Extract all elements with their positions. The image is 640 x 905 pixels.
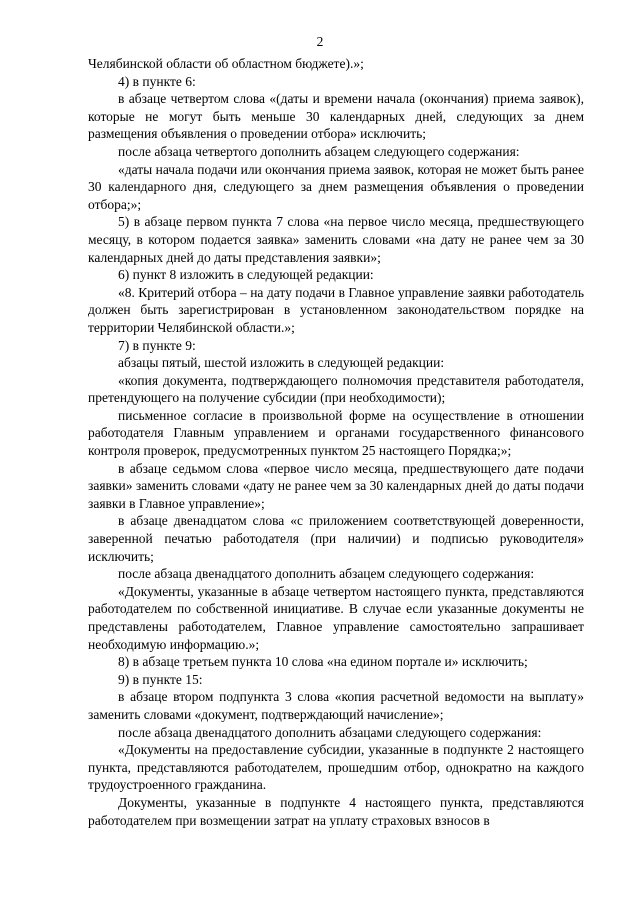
paragraph: абзацы пятый, шестой изложить в следующей редакции: <box>118 355 445 371</box>
paragraph: 4) в пункте 6: <box>118 73 196 89</box>
paragraph: «Документы на предоставление субсидии, указанные в подпункте 2 настоящего пункта, представляются работодателем, прошедшим отбор, однократно на каждого трудоустроенного гражданина. <box>88 742 584 793</box>
paragraph: после абзаца двенадцатого дополнить абзацами следующего содержания: <box>118 724 542 740</box>
paragraph: 7) в пункте 9: <box>118 337 196 353</box>
paragraph: после абзаца четвертого дополнить абзацем следующего содержания: <box>118 143 520 159</box>
paragraph: в абзаце двенадцатом слова «с приложением соответствующей доверенности, заверенной печатью работодателя (при наличии) и подписью руководителя» исключить; <box>88 513 584 564</box>
paragraph: в абзаце втором подпункта 3 слова «копия расчетной ведомости на выплату» заменить словами «документ, подтверждающий начисление»; <box>88 689 584 722</box>
document-body <box>88 55 584 829</box>
paragraph: после абзаца двенадцатого дополнить абзацем следующего содержания: <box>118 566 535 582</box>
paragraph: «даты начала подачи или окончания приема заявок, которая не может быть ранее 30 календарного дня, следующего за днем размещения объявления о проведении отбора;»; <box>88 161 584 212</box>
paragraph: в абзаце седьмом слова «первое число месяца, предшествующего дате подачи заявки» заменить словами «дату не ранее чем за 30 календарных дней до даты подачи заявки в Главное управление»; <box>88 460 584 511</box>
paragraph: «8. Критерий отбора – на дату подачи в Главное управление заявки работодатель должен быть зарегистрирован в установленном законодательством порядке на территории Челябинской области.»; <box>88 284 584 335</box>
paragraph: «копия документа, подтверждающего полномочия представителя работодателя, претендующего на получение субсидии (при необходимости); <box>88 372 584 406</box>
paragraph: 5) в абзаце первом пункта 7 слова «на первое число месяца, предшествующего месяцу, в котором подается заявка» заменить словами «на дату не ранее чем за 30 календарных дней до даты представления заявки»; <box>88 214 584 265</box>
paragraph: «Документы, указанные в абзаце четвертом настоящего пункта, представляются работодателем по собственной инициативе. В случае если указанные документы не представлены работодателем, Главное управление самостоятельно запрашивает необходимую информацию.»; <box>88 583 584 652</box>
paragraph: 8) в абзаце третьем пункта 10 слова «на едином портале и» исключить; <box>118 654 528 670</box>
paragraph: письменное согласие в произвольной форме на осуществление в отношении работодателя Главным управлением и органами государственного финансового контроля проверок, предусмотренных пунктом 25 настоящего Порядка;»; <box>88 407 584 459</box>
paragraph: Документы, указанные в подпункте 4 настоящего пункта, представляются работодателем при возмещении затрат на уплату страховых взносов в <box>88 794 584 828</box>
paragraph: в абзаце четвертом слова «(даты и времени начала (окончания) приема заявок), которые не могут быть меньше 30 календарных дней, следующих за днем размещения объявления о проведении отбора» исключить; <box>88 91 584 142</box>
page-number: 2 <box>316 34 324 49</box>
paragraph: 9) в пункте 15: <box>118 671 203 687</box>
paragraph: 6) пункт 8 изложить в следующей редакции: <box>118 267 374 283</box>
paragraph: Челябинской области об областном бюджете).»; <box>88 56 364 71</box>
